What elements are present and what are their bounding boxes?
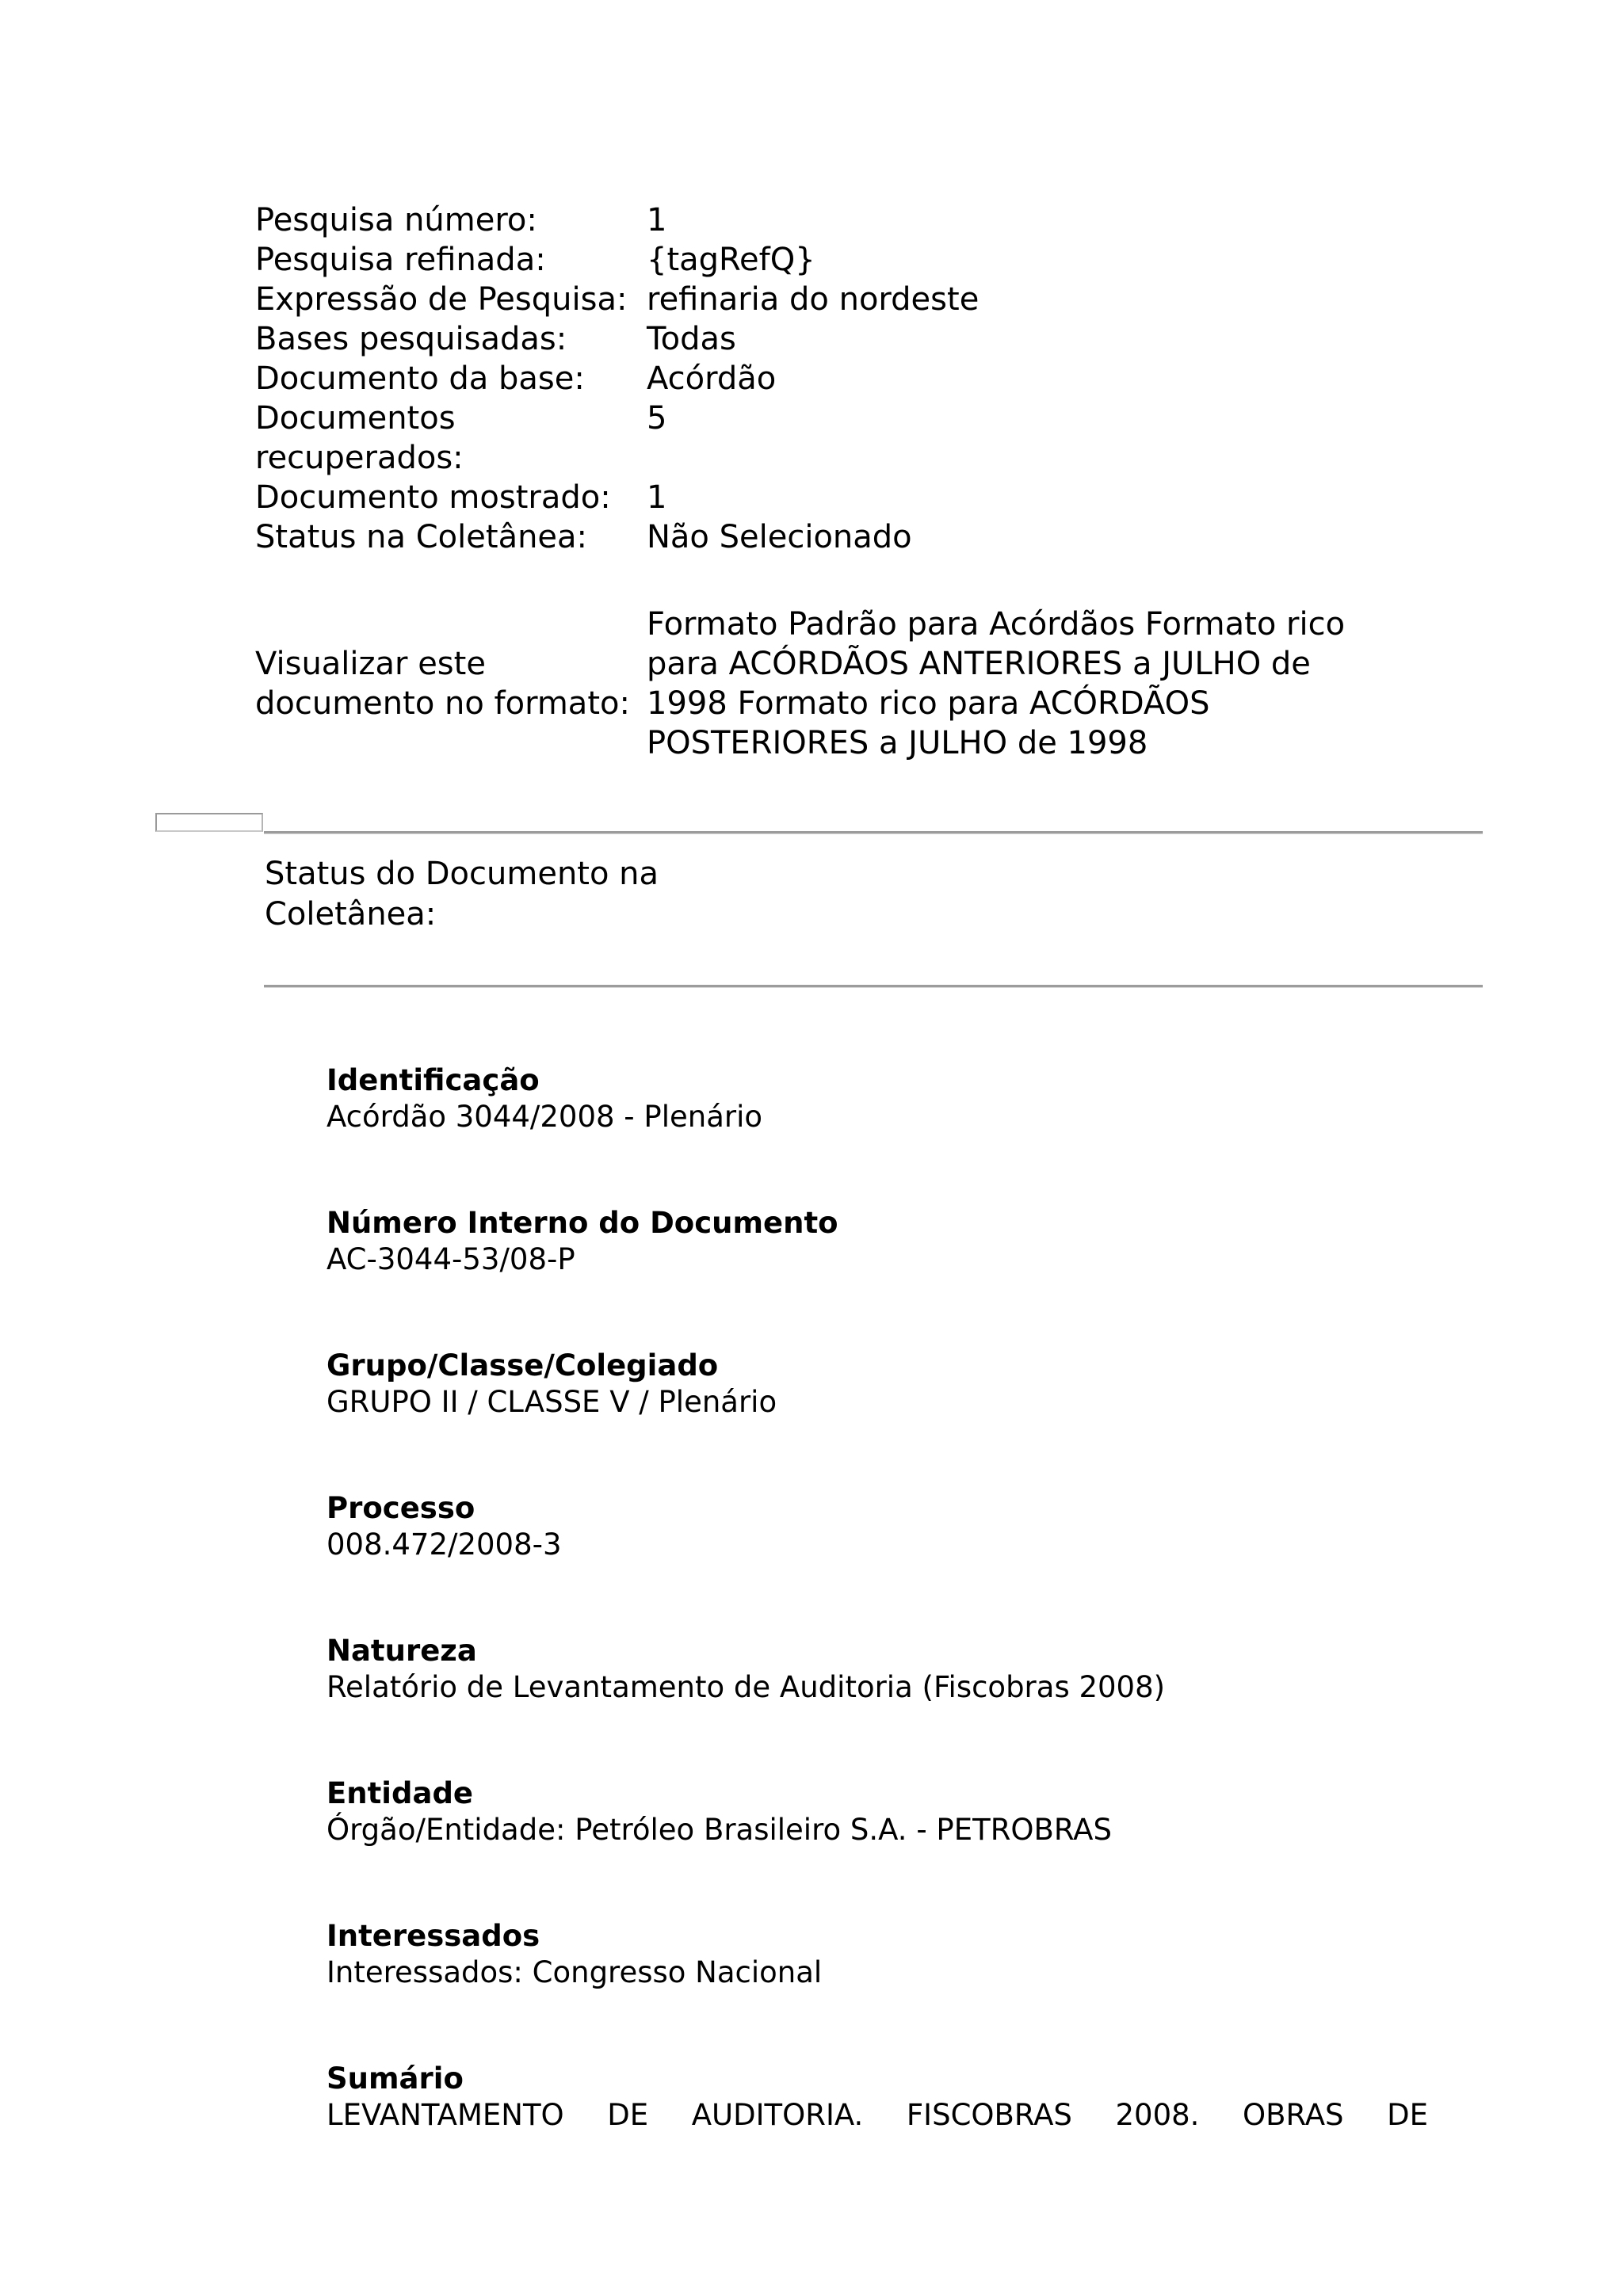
search-info-label: Status na Coletânea: (255, 519, 588, 555)
search-info-value: 5 (647, 400, 667, 437)
field-label: Processo (327, 1491, 475, 1525)
field-label: Número Interno do Documento (327, 1206, 838, 1240)
search-info-label: Pesquisa refinada: (255, 242, 546, 278)
search-info-row (255, 200, 1376, 240)
field-value: Interessados: Congresso Nacional (327, 1955, 823, 1989)
document-status-label: Status do Documento na Coletânea: (265, 856, 659, 933)
field-value: AC-3044-53/08-P (327, 1242, 575, 1276)
search-info-row (255, 319, 1376, 359)
search-info-label: Pesquisa número: (255, 202, 537, 238)
document-fields (327, 1062, 1428, 2203)
field-identificacao (327, 1062, 1428, 1205)
search-info-row (255, 359, 1376, 399)
search-info-value: {tagRefQ} (647, 242, 815, 278)
field-value: Órgão/Entidade: Petróleo Brasileiro S.A. - PETROBRAS (327, 1813, 1112, 1847)
search-info-table (255, 200, 1376, 763)
field-value: Acórdão 3044/2008 - Plenário (327, 1100, 763, 1134)
search-info-value: 1 (647, 479, 667, 516)
search-info-row (255, 478, 1376, 517)
field-label: Natureza (327, 1634, 477, 1668)
search-info-value: refinaria do nordeste (647, 281, 980, 318)
format-options[interactable]: Formato Padrão para Acórdãos Formato rico para ACÓRDÃOS ANTERIORES a JULHO de 1998 Formato rico para ACÓRDÃOS POSTERIORES a JULHO de 1998 (647, 606, 1346, 761)
field-interessados (327, 1918, 1428, 2061)
search-info-row (255, 240, 1376, 280)
field-value: LEVANTAMENTO DE AUDITORIA. FISCOBRAS 2008. OBRAS DE (327, 2098, 1428, 2132)
field-label: Interessados (327, 1919, 540, 1953)
field-entidade (327, 1775, 1428, 1918)
field-label: Grupo/Classe/Colegiado (327, 1348, 719, 1383)
field-label: Identificação (327, 1063, 540, 1097)
field-value: GRUPO II / CLASSE V / Plenário (327, 1385, 777, 1419)
field-processo (327, 1490, 1428, 1633)
collection-select-box[interactable] (155, 813, 263, 832)
field-value: Relatório de Levantamento de Auditoria (Fiscobras 2008) (327, 1670, 1166, 1704)
field-label: Sumário (327, 2061, 464, 2096)
search-info-value: 1 (647, 202, 667, 238)
field-label: Entidade (327, 1776, 474, 1810)
search-info-label: Expressão de Pesquisa: (255, 281, 628, 318)
field-numero-interno (327, 1205, 1428, 1348)
search-info-label: Bases pesquisadas: (255, 321, 567, 357)
search-info-label: Documento mostrado: (255, 479, 611, 516)
search-info-row (255, 517, 1376, 557)
format-label: Visualizar este documento no formato: (255, 646, 630, 722)
search-info-value: Acórdão (647, 360, 777, 397)
divider (264, 985, 1483, 988)
search-info-label: Documento da base: (255, 360, 585, 397)
search-info-row (255, 280, 1376, 319)
search-info-label: Documentos recuperados: (255, 400, 464, 476)
search-info-row (255, 399, 1376, 478)
search-info-value: Todas (647, 321, 736, 357)
field-natureza (327, 1633, 1428, 1775)
search-info-value: Não Selecionado (647, 519, 912, 555)
field-grupo-classe (327, 1348, 1428, 1490)
divider (264, 831, 1483, 834)
format-row (255, 557, 1376, 763)
field-sumario (327, 2061, 1428, 2203)
field-value: 008.472/2008-3 (327, 1527, 562, 1562)
